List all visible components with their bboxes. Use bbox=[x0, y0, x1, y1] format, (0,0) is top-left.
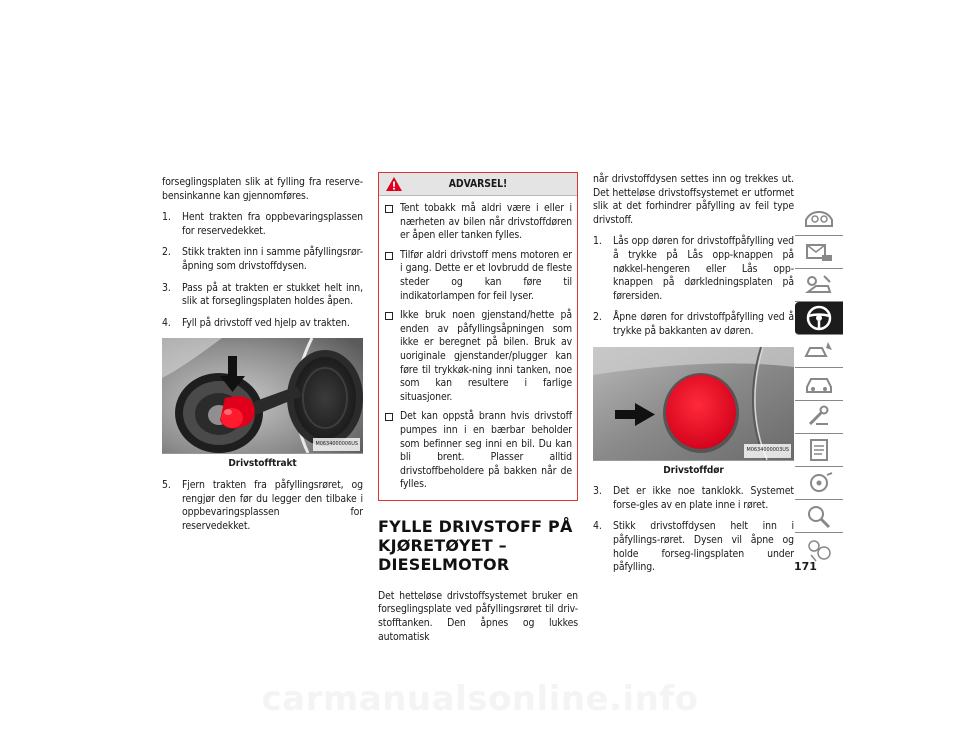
step-item bbox=[162, 211, 363, 238]
step-number: 4. bbox=[162, 316, 171, 329]
left-steps bbox=[162, 211, 363, 330]
step-number: 2. bbox=[162, 246, 171, 259]
tab-car-service[interactable] bbox=[795, 368, 843, 401]
step-text: Fjern trakten fra påfyllingsrøret, og rengjør den før du legger den tilbake i oppbevaringsplassen for reservedekket. bbox=[182, 478, 363, 532]
middle-column bbox=[378, 172, 578, 652]
middle-paragraph: Det hetteløse drivstoffsystemet bruker en forseglingsplate ved påfyllingsrøret til driv-stofftanken. Den åpnes og lukkes automatisk bbox=[378, 589, 578, 643]
step-item bbox=[593, 311, 794, 338]
figure-code: M0634000006US bbox=[313, 438, 360, 452]
square-bullet-icon bbox=[385, 205, 393, 213]
fuel-door-illustration bbox=[593, 347, 794, 460]
warning-list bbox=[385, 202, 572, 492]
right-steps bbox=[593, 235, 794, 338]
step-number: 2. bbox=[593, 311, 602, 324]
tab-checklist[interactable] bbox=[795, 434, 843, 467]
step-number: 3. bbox=[162, 281, 171, 294]
figure-caption: Drivstofftrakt bbox=[228, 458, 297, 470]
chapter-tabs bbox=[795, 203, 843, 566]
warning-item-text: Ikke bruk noen gjenstand/hette på enden av påfyllingsåpningen som ikke er beregnet på bilen. Bruk av uoriginale gjenstander/plugger kan føre til trykkøk-ning inni tanken, noe som kan resultere i farlige situasjoner. bbox=[400, 309, 572, 403]
watermark: carmanualsonline.info bbox=[261, 679, 699, 719]
warning-item bbox=[385, 410, 572, 492]
left-column bbox=[162, 176, 363, 541]
tab-magnifier[interactable] bbox=[795, 500, 843, 533]
tab-car-dashboard[interactable] bbox=[795, 203, 843, 236]
step-text: Stikk trakten inn i samme påfyllingsrør-åpning som drivstoffdysen. bbox=[182, 246, 363, 272]
step-number: 1. bbox=[162, 211, 171, 224]
steering-wheel-icon bbox=[802, 304, 836, 332]
fuel-funnel-figure bbox=[162, 338, 363, 454]
fuel-funnel-illustration bbox=[162, 338, 363, 453]
right-intro: når drivstoffdysen settes inn og trekkes ut. Det hetteløse drivstoffsystemet er utformet slik at det forhindrer påfylling av feil type drivstoff. bbox=[593, 173, 794, 226]
car-controls-icon bbox=[802, 272, 836, 298]
step-number: 1. bbox=[593, 235, 602, 248]
step-number: 5. bbox=[162, 478, 171, 491]
fuel-door-figure bbox=[593, 347, 794, 461]
warning-title: ADVARSEL! bbox=[448, 178, 508, 190]
car-envelope-icon bbox=[802, 239, 836, 265]
figure-caption: Drivstoffdør bbox=[663, 464, 724, 476]
warning-item bbox=[385, 309, 572, 404]
car-dashboard-icon bbox=[802, 206, 836, 232]
section-heading: FYLLE DRIVSTOFF PÅ KJØRETØYET – DIESELMOTOR bbox=[378, 516, 573, 574]
step-item bbox=[162, 479, 363, 533]
tools-wrench-icon bbox=[802, 404, 836, 430]
tab-car-controls[interactable] bbox=[795, 269, 843, 302]
square-bullet-icon bbox=[385, 312, 393, 320]
step-item bbox=[162, 246, 363, 273]
left-intro: forseglingsplaten slik at fylling fra reserve-bensinkanne kan gjennomføres. bbox=[162, 176, 363, 202]
car-service-icon bbox=[802, 371, 836, 397]
warning-box bbox=[378, 172, 578, 501]
warning-item-text: Tent tobakk må aldri være i eller i nærheten av bilen når drivstoffdøren er åpen eller tanken fylles. bbox=[400, 202, 572, 242]
figure-code: M0634000003US bbox=[744, 444, 791, 458]
step-text: Pass på at trakten er stukket helt inn, slik at forseglingsplaten holdes åpen. bbox=[182, 281, 363, 308]
tab-car-crash[interactable] bbox=[795, 335, 843, 368]
step-number: 4. bbox=[593, 520, 602, 533]
square-bullet-icon bbox=[385, 252, 393, 260]
tab-steering-wheel[interactable] bbox=[795, 302, 843, 335]
step-text: Lås opp døren for drivstoffpåfylling ved å trykke på Lås opp-knappen på nøkkel-hengeren eller Lås opp-knappen på dørkledningsplaten på førersiden. bbox=[613, 235, 794, 302]
step-text: Stikk drivstoffdysen helt inn i påfyllings-røret. Dysen vil åpne og holde forseg-lingsplaten under påfylling. bbox=[613, 520, 794, 574]
right-steps-continued bbox=[593, 485, 794, 575]
car-crash-icon bbox=[802, 338, 836, 364]
step-text: Det er ikke noe tanklokk. Systemet forse-gles av en plate inne i røret. bbox=[613, 485, 794, 511]
right-column bbox=[593, 173, 794, 583]
warning-item-text: Tilfør aldri drivstoff mens motoren er i gang. Dette er et lovbrudd de fleste steder og kan føre til indikatorlampen for feil lyser. bbox=[400, 248, 572, 302]
tab-multimedia[interactable] bbox=[795, 467, 843, 500]
step-item bbox=[162, 317, 363, 331]
step-item bbox=[593, 235, 794, 303]
square-bullet-icon bbox=[385, 413, 393, 421]
warning-body bbox=[379, 196, 577, 500]
step-text: Åpne døren for drivstoffpåfylling ved å trykke på bakkanten av døren. bbox=[613, 311, 794, 337]
languages-icon bbox=[802, 537, 836, 563]
warning-item bbox=[385, 202, 572, 243]
step-item bbox=[162, 282, 363, 309]
tab-tools-wrench[interactable] bbox=[795, 401, 843, 434]
warning-item bbox=[385, 249, 572, 303]
page-number: 171 bbox=[794, 560, 817, 573]
magnifier-icon bbox=[802, 503, 836, 529]
step-number: 3. bbox=[593, 485, 602, 498]
step-item bbox=[593, 485, 794, 512]
multimedia-icon bbox=[802, 470, 836, 496]
step-text: Fyll på drivstoff ved hjelp av trakten. bbox=[182, 316, 350, 329]
step-text: Hent trakten fra oppbevaringsplassen for reservedekket. bbox=[182, 211, 363, 237]
left-steps-continued bbox=[162, 479, 363, 533]
warning-header bbox=[379, 173, 577, 196]
warning-item-text: Det kan oppstå brann hvis drivstoff pumpes inn i en bærbar beholder som befinner seg inni en bil. Du kan bli brent. Plasser alltid drivstoffbeholdere på bakken når de fylles. bbox=[400, 410, 572, 491]
tab-car-envelope[interactable] bbox=[795, 236, 843, 269]
step-item bbox=[593, 520, 794, 574]
checklist-icon bbox=[802, 437, 836, 463]
